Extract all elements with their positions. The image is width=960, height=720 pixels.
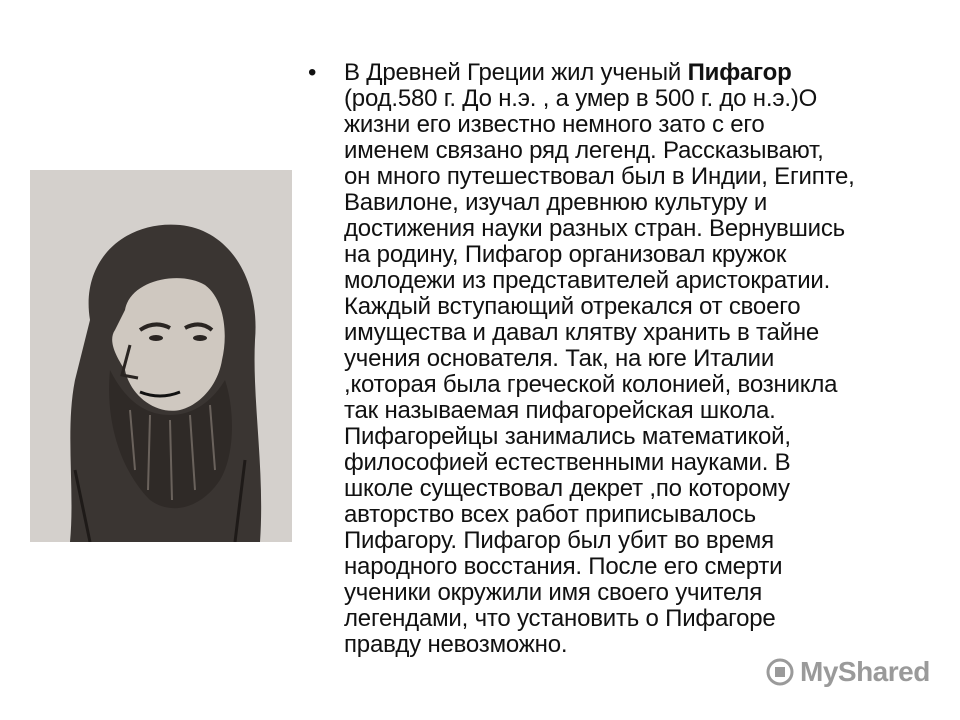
text-line: правду невозможно. [344, 631, 568, 658]
text-line: жизни его известно немного зато с его [344, 111, 765, 138]
pythagoras-portrait [30, 170, 292, 542]
text-line [344, 60, 855, 86]
text-line: ,которая была греческой колонией, возникла [344, 371, 838, 398]
lead-text: В Древней Греции жил ученый [344, 59, 688, 86]
text-line: Пифагору. Пифагор был убит во время [344, 527, 774, 554]
text-line: (род.580 г. До н.э. , а умер в 500 г. до н.э.)О [344, 85, 818, 112]
text-line: Пифагорейцы занимались математикой, [344, 423, 791, 450]
text-line: достижения науки разных стран. Вернувшись [344, 215, 845, 242]
main-bullet [308, 60, 938, 658]
text-line: так называемая пифагорейская школа. [344, 397, 776, 424]
watermark-text: MyShared [800, 656, 930, 687]
name-highlight: Пифагор [687, 59, 792, 86]
text-line: школе существовал декрет ,по которому [344, 475, 790, 502]
portrait-drawing [30, 170, 292, 542]
text-line: ученики окружили имя своего учителя [344, 579, 762, 606]
text-line: авторство всех работ приписывалось [344, 501, 756, 528]
bullet-marker: • [308, 59, 317, 86]
bullet-text [344, 60, 855, 658]
text-line: легендами, что установить о Пифагоре [344, 605, 776, 632]
text-line: имущества и давал клятву хранить в тайне [344, 319, 820, 346]
text-line: учения основателя. Так, на юге Италии [344, 345, 775, 372]
text-line: на родину, Пифагор организовал кружок [344, 241, 787, 268]
text-line: именем связано ряд легенд. Рассказывают, [344, 137, 824, 164]
text-line: народного восстания. После его смерти [344, 553, 783, 580]
myshared-watermark [766, 656, 930, 688]
myshared-logo-icon [766, 658, 794, 686]
text-line: Вавилоне, изучал древнюю культуру и [344, 189, 768, 216]
text-line: он много путешествовал был в Индии, Египте, [344, 163, 855, 190]
text-line: молодежи из представителей аристократии. [344, 267, 831, 294]
text-line: Каждый вступающий отрекался от своего [344, 293, 801, 320]
text-line: философией естественными науками. В [344, 449, 791, 476]
